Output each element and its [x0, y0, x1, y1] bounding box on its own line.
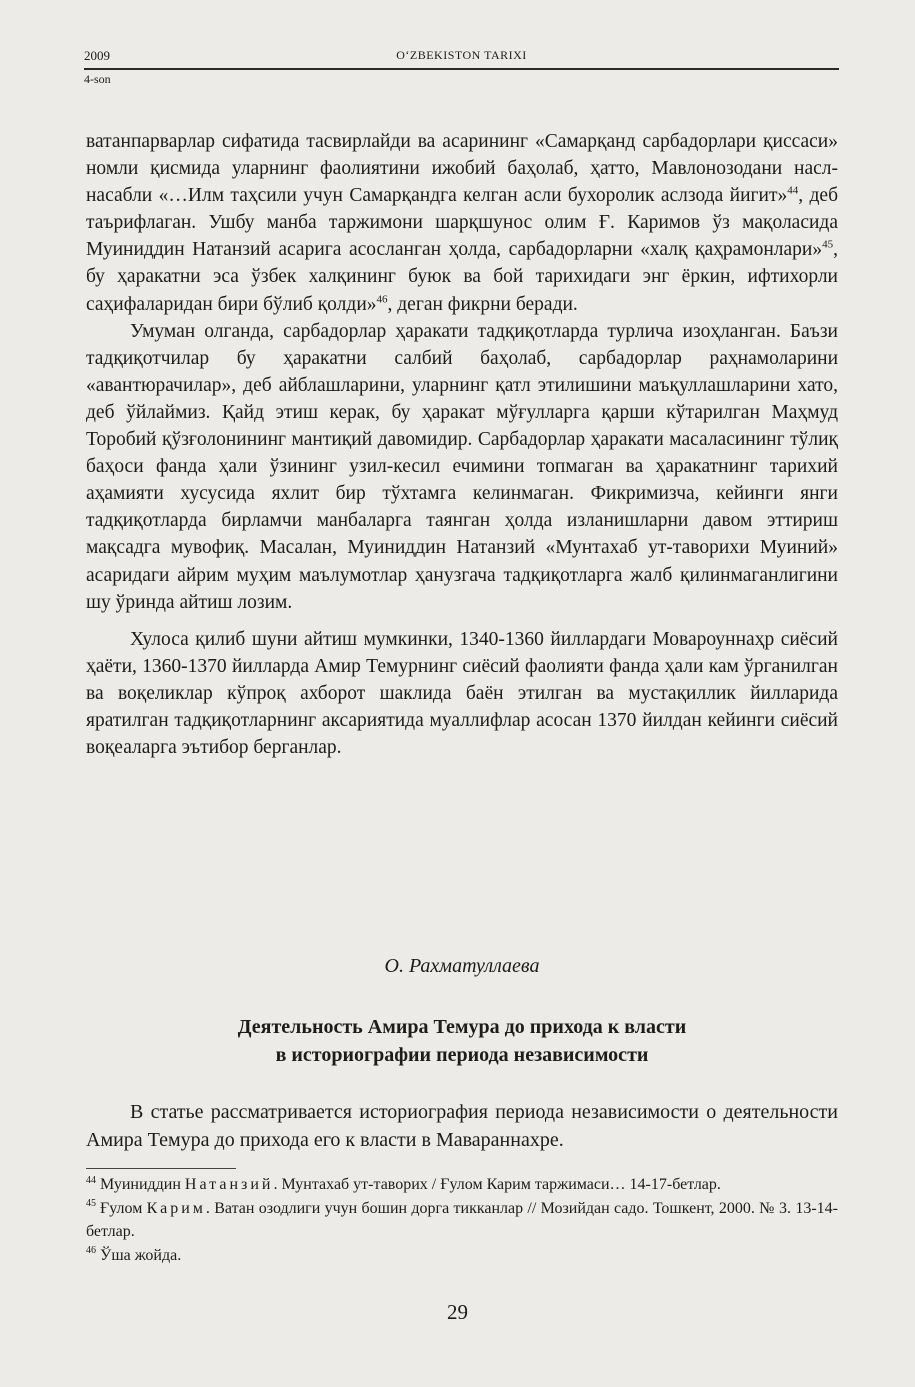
article-title-line-2: в историографии периода независимости [275, 1044, 649, 1066]
footnote-ref-46: 46 [376, 293, 388, 306]
header-year: 2009 [84, 48, 110, 63]
article-title [86, 1013, 838, 1069]
footnote-45: $^{45}$ Ғулом Карим. Ватан озодлиги учун бошин дорга тикканлар // Мозийдан садо. Тошкент, 2000. № 3. 13-14-бетлар. [86, 1198, 838, 1240]
page-number: 29 [447, 1300, 468, 1324]
main-text [86, 128, 838, 761]
footnote-44: $^{44}$ Муиниддин Натанзий. Мунтахаб ут-таворих / Ғулом Карим таржимаси… 14-17-бетлар. [86, 1174, 721, 1193]
footnote-ref-44: 44 [787, 184, 799, 197]
author-name: О. Рахматуллаева [384, 955, 540, 977]
paragraph-3: Хулоса қилиб шуни айтиш мумкинки, 1340-1360 йиллардаги Мовароуннаҳр сиёсий ҳаёти, 1360-1370 йилларда Амир Темурнинг сиёсий фаолияти фанда ҳали кам ўрганилган ва воқеликлар кўпроқ ахборот шаклида баён этилган ва мустақиллик йилларида яратилган тадқиқотларнинг аксариятида муаллифлар асосан 1370 йилдан кейинги сиёсий воқеаларга эътибор берганлар. [86, 628, 838, 759]
header-issue: 4-son [84, 72, 111, 86]
footnote-ref-45: 45 [822, 238, 834, 251]
paragraph-2: Умуман олганда, сарбадорлар ҳаракати тадқиқотларда турлича изоҳланган. Баъзи тадқиқотчилар бу ҳаракатни салбий баҳолаб, сарбадорлар раҳнамоларини «авантюрачилар», деб айблашларини, уларнинг қатл этилишини маъқуллашларини хато, деб ўйлаймиз. Қайд этиш керак, бу ҳаракат мўғулларга қарши кўтарилган Маҳмуд Торобий қўзғолонининг мантиқий давомидир. Сарбадорлар ҳаракати масаласининг тўлиқ баҳоси фанда ҳали ўзининг узил-кесил ечимини топмаган ва ҳаракатнинг тарихий аҳамияти хусусида яхлит бир тўхтамга келинмаган. Фикримизча, кейинги янги тадқиқотларда бирламчи манбаларга таянган ҳолда изланишларни давом эттириш мақсадга мувофиқ. Масалан, Муиниддин Натанзий «Мунтахаб ут-таворихи Муиний» асаридаги айрим муҳим маълумотлар ҳанузгача тадқиқотларга жалб қилинмаганлигини шу ўринда айтиш лозим. [86, 320, 838, 613]
running-header [84, 46, 839, 86]
footnote-rule [86, 1168, 236, 1169]
paragraph-1: ватанпарварлар сифатида тасвирлайди ва асарининг «Самарқанд сарбадорлари қиссаси» номли қисмида уларнинг фаолиятини ижобий баҳолаб, ҳатто, Мавлонозодани насл-насабли «…Илм таҳсили учун Самарқандга келган асли бухоролик аслзода йигит»$^{44}$, деб таърифлаган. Ушбу манба таржимони шарқшунос олим Ғ. Каримов ўз мақоласида Муиниддин Натанзий асарига асосланган ҳолда, сарбадорларни «халқ қаҳрамонлари»$^{45}$, бу ҳаракатни эса ўзбек халқининг буюк ва бой тарихидаги энг ёркин, ифтихорли саҳифаларидан бири бўлиб қолди»$^{46}$, деган фикрни беради. [86, 131, 838, 315]
header-rule [84, 68, 839, 70]
header-journal-title: O‘ZBEKISTON TARIXI [396, 48, 527, 62]
footnote-46: $^{46}$ Ўша жойда. [86, 1245, 182, 1264]
footnotes [86, 1168, 838, 1267]
abstract: В статье рассматривается историография периода независимости о деятельности Амира Темура до прихода его к власти в Мавараннахре. [86, 1101, 838, 1151]
article-title-line-1: Деятельность Амира Темура до прихода к власти [237, 1016, 687, 1038]
